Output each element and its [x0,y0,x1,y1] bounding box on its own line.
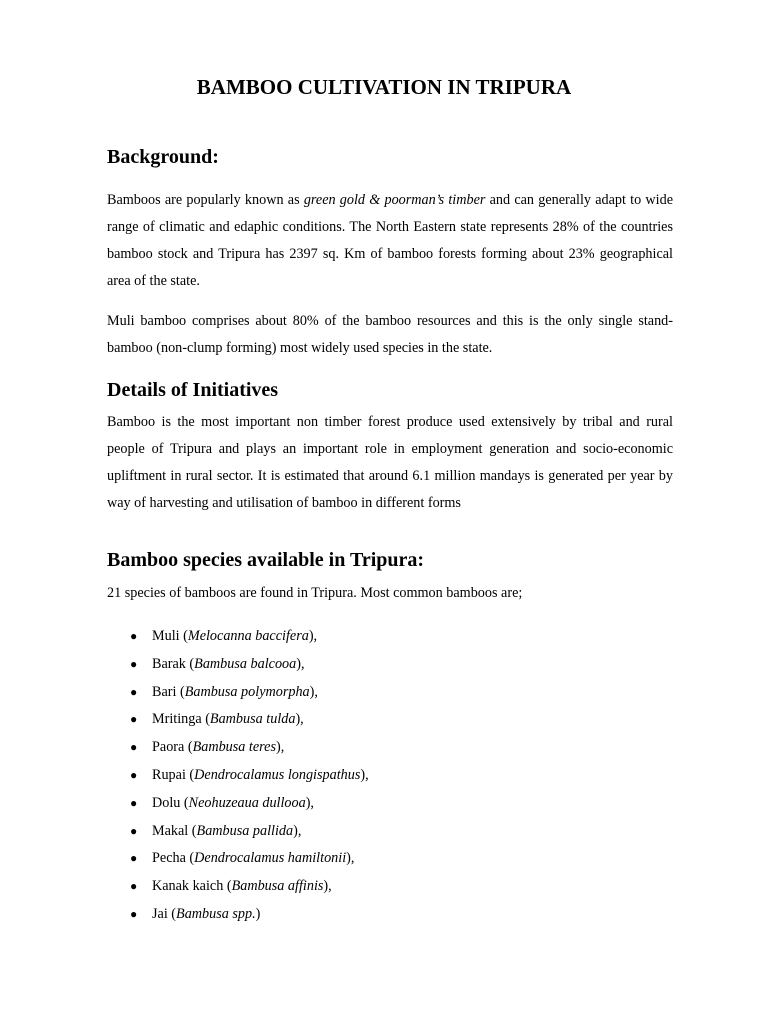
species-common-name: Dolu ( [152,794,189,811]
bullet-icon: ● [130,906,138,921]
species-scientific-name: Dendrocalamus hamiltonii [194,850,347,867]
species-list-item [107,904,369,932]
initiatives-heading: Details of Initiatives [107,379,279,401]
bullet-icon: ● [130,684,138,699]
bullet-icon: ● [130,656,138,671]
species-list-item [107,737,369,765]
species-scientific-name: Bambusa balcooa [194,655,297,672]
species-list-item [107,765,369,793]
species-suffix: ), [308,628,318,644]
species-suffix: ), [346,850,355,867]
species-list-item [107,654,369,682]
bullet-icon: ● [130,629,138,643]
species-scientific-name: Dendrocalamus longispathus [194,766,361,783]
background-heading: Background: [107,146,219,168]
species-suffix: ), [323,878,332,895]
species-suffix: ), [295,711,304,728]
species-common-name: Jai ( [152,905,177,922]
bullet-icon: ● [130,823,138,838]
species-common-name: Muli ( [152,628,188,644]
species-common-name: Mritinga ( [152,711,210,728]
background-para1-text-after: and can generally adapt to wide range of climatic and edaphic conditions. The North Eastern state represents 28% of the countries bamboo stock and Tripura has 2397 sq. Km of bamboo forests forming about 23% geographical area of the state. [107,192,673,289]
bullet-icon: ● [130,740,138,755]
species-suffix: ) [255,905,261,922]
bullet-icon: ● [130,767,138,782]
species-list-item [107,709,369,737]
species-list-item [107,821,369,849]
species-intro: 21 species of bamboos are found in Tripura. Most common bamboos are; [107,585,523,601]
species-scientific-name: Bambusa affinis [231,878,324,895]
species-scientific-name: Neohuzeaua dullooa [188,794,306,811]
bullet-icon: ● [130,712,138,727]
species-common-name: Rupai ( [152,766,195,783]
background-para1-italic: green gold & poorman’s timber [303,192,486,208]
bullet-icon: ● [130,851,138,866]
document-title: BAMBOO CULTIVATION IN TRIPURA [196,75,572,99]
bullet-icon: ● [130,879,138,894]
species-scientific-name: Bambusa pallida [196,822,294,839]
background-para1-text-before: Bamboos are popularly known as [107,192,304,208]
background-paragraph-1 [107,187,673,295]
species-list [107,626,369,932]
species-scientific-name: Bambusa polymorpha [184,683,310,700]
species-heading: Bamboo species available in Tripura: [107,549,425,571]
species-list-item [107,793,369,821]
species-suffix: ), [360,766,369,783]
species-common-name: Paora ( [152,739,193,756]
species-suffix: ), [276,739,285,756]
initiatives-paragraph: Bamboo is the most important non timber forest produce used extensively by tribal and rural people of Tripura and plays an important role in employment generation and socio-economic upliftment in rural sector. It is estimated that around 6.1 million mandays is generated per year by way of harvesting and utilisation of bamboo in different forms [107,414,673,511]
species-common-name: Makal ( [152,822,197,839]
species-scientific-name: Bambusa teres [192,739,276,756]
species-list-item [107,848,369,876]
species-common-name: Barak ( [152,655,195,672]
species-common-name: Bari ( [152,683,185,700]
species-list-item [107,626,369,654]
species-list-item [107,682,369,710]
species-list-item [107,876,369,904]
species-suffix: ), [293,822,302,839]
species-suffix: ), [305,794,314,811]
species-scientific-name: Melocanna baccifera [187,628,309,644]
bullet-icon: ● [130,795,138,810]
background-paragraph-2: Muli bamboo comprises about 80% of the bamboo resources and this is the only single stand-bamboo (non-clump forming) most widely used species in the state. [107,313,673,356]
species-scientific-name: Bambusa tulda [209,711,296,728]
species-common-name: Kanak kaich ( [152,878,232,895]
species-common-name: Pecha ( [152,850,195,867]
species-scientific-name: Bambusa spp. [176,905,256,922]
species-suffix: ), [296,655,305,672]
species-suffix: ), [309,683,318,700]
